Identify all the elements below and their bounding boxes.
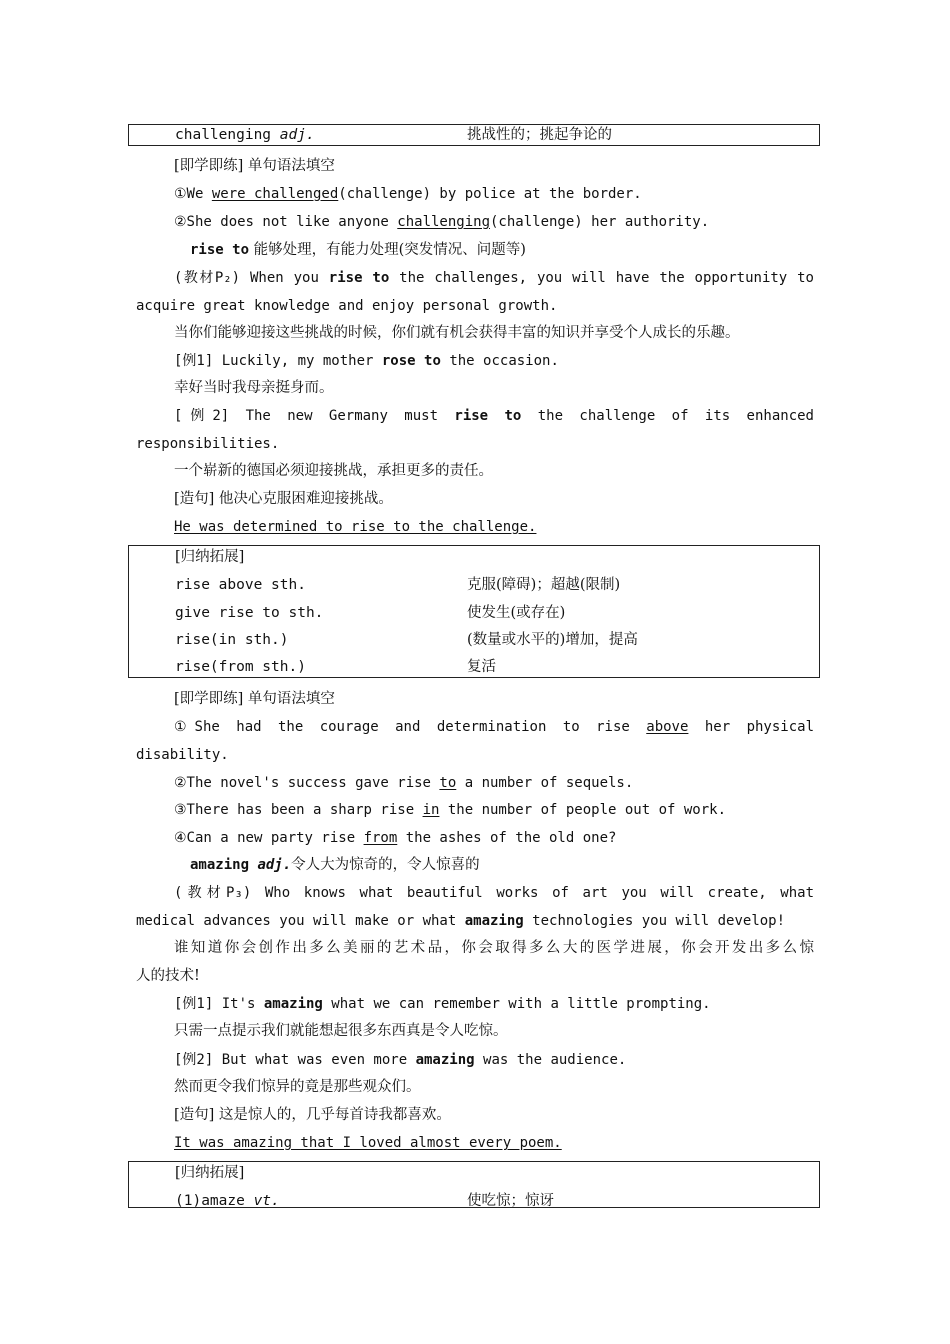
item-text: ②The novel's success gave rise: [174, 775, 440, 791]
sentence-text: the challenges, you will have the opportunity to: [389, 270, 814, 286]
exercise-item: [174, 717, 814, 737]
textbook-sentence-cont: acquire great knowledge and enjoy personal growth.: [136, 298, 558, 314]
item-text: (challenge) her authority.: [490, 214, 710, 230]
item-text: ③There has been a sharp rise: [174, 802, 423, 818]
translation: 然而更令我们惊异的竟是那些观众们。: [174, 1079, 421, 1095]
item-text: the ashes of the old one?: [397, 830, 617, 846]
exercise-title: [即学即练] 单句语法填空: [174, 158, 335, 174]
keyword-text: amazing: [263, 996, 323, 1012]
textbook-sentence: [174, 268, 814, 288]
example-2-cont: responsibilities.: [136, 436, 280, 452]
sentence-text: what we can remember with a little prompting.: [322, 996, 711, 1012]
textbook-sentence-cont: [136, 911, 816, 931]
textbook-sentence: (教材P₃) Who knows what beautiful works of art you will create, what: [174, 885, 814, 901]
keyword-text: rose to: [381, 353, 441, 369]
table-cell-word: [175, 125, 315, 145]
keyword-text: amazing: [464, 913, 524, 929]
sentence-text: [例1] It's: [174, 996, 264, 1012]
answer-text: in: [422, 802, 440, 818]
pos-text: vt.: [253, 1193, 280, 1209]
translation: 只需一点提示我们就能想起很多东西真是令人吃惊。: [174, 1023, 508, 1039]
exercise-item: [174, 773, 854, 793]
definition-text: 能够处理，有能力处理(突发情况、问题等): [249, 242, 526, 258]
sentence-text: medical advances you will make or what: [136, 913, 465, 929]
expand-row-cn: 复活: [467, 659, 496, 675]
expand-table-2: [128, 1161, 820, 1208]
expand-row-en: [175, 1191, 280, 1211]
sentence-text: [例2] But what was even more: [174, 1052, 416, 1068]
example-2: [174, 1050, 854, 1070]
phrase-text: rise to: [190, 242, 250, 258]
word-heading: [190, 855, 870, 875]
expand-title: [归纳拓展]: [175, 549, 245, 565]
sentence-text: technologies you will develop!: [523, 913, 786, 929]
expand-row-en: rise(in sth.): [175, 632, 289, 648]
expand-row-en: rise(from sth.): [175, 659, 306, 675]
answer-text: challenging: [397, 214, 490, 230]
sentence-text: (教材P₂) When you: [174, 270, 329, 286]
word-text: (1)amaze: [175, 1193, 254, 1209]
sentence-text: [例1] Luckily, my mother: [174, 353, 382, 369]
exercise-item-cont: disability.: [136, 747, 229, 763]
translation: 当你们能够迎接这些挑战的时候，你们就有机会获得丰富的知识并享受个人成长的乐趣。: [174, 325, 740, 341]
definition-text: 令人大为惊奇的，令人惊喜的: [291, 857, 480, 873]
item-text: ①She had the courage and determination to rise: [174, 719, 647, 735]
keyword-text: rise to: [454, 408, 522, 424]
item-text: ②She does not like anyone: [174, 214, 398, 230]
translation-cont: 人的技术!: [136, 968, 200, 984]
item-text: ④Can a new party rise: [174, 830, 364, 846]
exercise-item: [174, 184, 854, 204]
expand-row-cn: 使吃惊；惊讶: [467, 1193, 554, 1209]
translation: 一个崭新的德国必须迎接挑战，承担更多的责任。: [174, 463, 493, 479]
sentence-text: the occasion.: [440, 353, 559, 369]
expand-row-en: give rise to sth.: [175, 605, 324, 621]
translation: 谁知道你会创作出多么美丽的艺术品，你会取得多么大的医学进展，你会开发出多么惊: [174, 940, 814, 956]
expand-row-cn: 克服(障碍)；超越(限制): [467, 577, 621, 593]
keyword-text: amazing: [190, 857, 250, 873]
top-table: [128, 124, 820, 146]
translation: 幸好当时我母亲挺身而。: [174, 380, 334, 396]
exercise-item: [174, 212, 854, 232]
item-text: (challenge) by police at the border.: [338, 186, 642, 202]
expand-row-en: rise above sth.: [175, 577, 306, 593]
item-text: a number of sequels.: [456, 775, 634, 791]
example-1: [174, 994, 854, 1014]
exercise-item: [174, 800, 854, 820]
sentence-text: [例2] The new Germany must: [174, 408, 455, 424]
exercise-item: [174, 828, 854, 848]
table-cell-meaning: 挑战性的；挑起争论的: [467, 127, 612, 143]
phrase-heading: [190, 240, 870, 260]
item-text: ①We: [174, 186, 212, 202]
word-text: challenging: [175, 127, 280, 143]
pos-text: adj.: [279, 127, 315, 143]
make-sentence-title: [造句] 这是惊人的，几乎每首诗我都喜欢。: [174, 1107, 451, 1123]
answer-text: were challenged: [211, 186, 339, 202]
pos-text: adj.: [249, 857, 292, 873]
sentence-text: was the audience.: [474, 1052, 627, 1068]
make-sentence-answer: He was determined to rise to the challenge.: [174, 519, 537, 535]
example-2: [174, 406, 814, 426]
answer-text: above: [646, 719, 689, 735]
expand-title: [归纳拓展]: [175, 1165, 245, 1181]
keyword-text: amazing: [415, 1052, 475, 1068]
expand-row-cn: 使发生(或存在): [467, 605, 566, 621]
example-1: [174, 351, 854, 371]
answer-text: from: [363, 830, 398, 846]
exercise-title: [即学即练] 单句语法填空: [174, 691, 335, 707]
sentence-text: the challenge of its enhanced: [521, 408, 814, 424]
answer-text: to: [439, 775, 457, 791]
expand-row-cn: (数量或水平的)增加，提高: [467, 632, 638, 648]
make-sentence-title: [造句] 他决心克服困难迎接挑战。: [174, 491, 393, 507]
expand-table-1: [128, 545, 820, 678]
keyword-text: rise to: [328, 270, 390, 286]
item-text: her physical: [688, 719, 814, 735]
make-sentence-answer: It was amazing that I loved almost every poem.: [174, 1135, 562, 1151]
item-text: the number of people out of work.: [439, 802, 726, 818]
